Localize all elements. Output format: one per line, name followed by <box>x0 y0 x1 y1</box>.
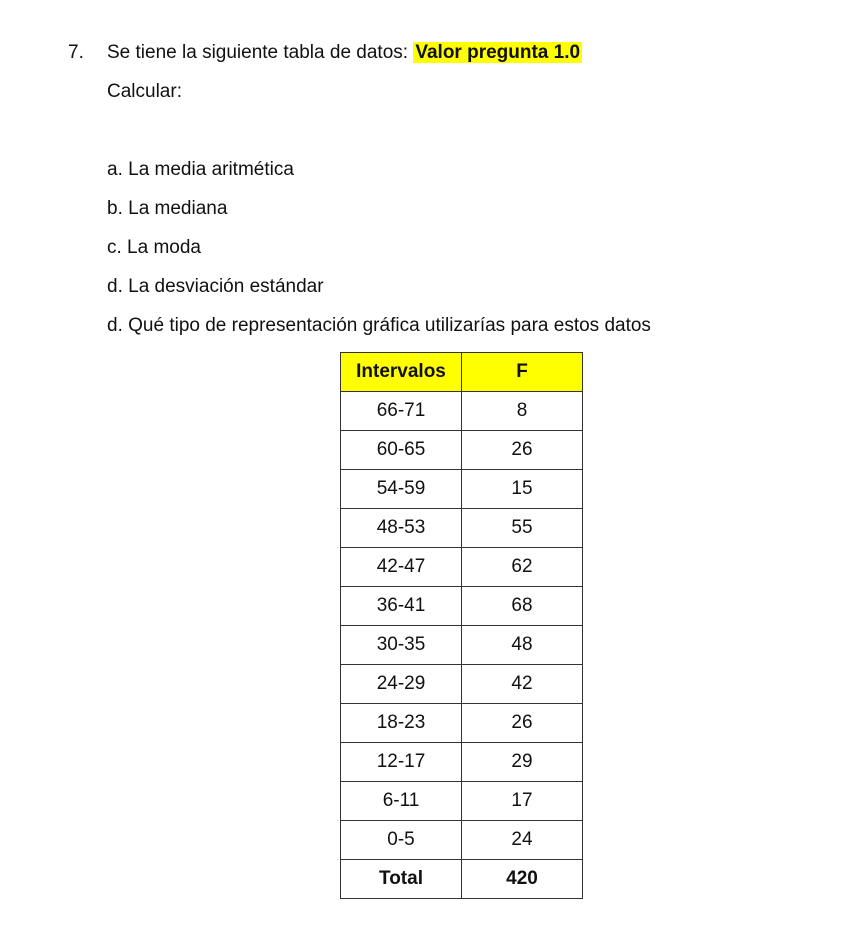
interval-cell: 30-35 <box>341 626 462 665</box>
table-row <box>341 392 583 431</box>
table-row <box>341 704 583 743</box>
table-row <box>341 548 583 587</box>
table-row <box>341 470 583 509</box>
frequency-cell: 8 <box>462 392 583 431</box>
frequency-cell: 26 <box>462 431 583 470</box>
interval-cell: 36-41 <box>341 587 462 626</box>
table-row <box>341 626 583 665</box>
table-row <box>341 431 583 470</box>
interval-cell: 60-65 <box>341 431 462 470</box>
interval-cell: 18-23 <box>341 704 462 743</box>
interval-cell: 6-11 <box>341 782 462 821</box>
item-mean: a. La media aritmética <box>107 159 294 180</box>
question-text <box>107 41 582 65</box>
interval-cell: 12-17 <box>341 743 462 782</box>
question-prompt: Se tiene la siguiente tabla de datos: <box>107 42 414 63</box>
frequency-table <box>340 352 583 899</box>
frequency-cell: 68 <box>462 587 583 626</box>
interval-cell: 54-59 <box>341 470 462 509</box>
interval-cell: 0-5 <box>341 821 462 860</box>
frequency-cell: 42 <box>462 665 583 704</box>
table-row <box>341 665 583 704</box>
table-row <box>341 509 583 548</box>
table-total-row <box>341 860 583 899</box>
table-body <box>341 392 583 899</box>
interval-cell: 48-53 <box>341 509 462 548</box>
frequency-cell: 29 <box>462 743 583 782</box>
item-mode: c. La moda <box>107 237 201 258</box>
header-intervals: Intervalos <box>341 353 462 392</box>
calc-label: Calcular: <box>107 81 182 102</box>
frequency-cell: 15 <box>462 470 583 509</box>
frequency-cell: 62 <box>462 548 583 587</box>
item-median: b. La mediana <box>107 198 228 219</box>
total-label: Total <box>341 860 462 899</box>
table-row <box>341 821 583 860</box>
question-value-highlight: Valor pregunta 1.0 <box>415 42 581 63</box>
header-frequency: F <box>462 353 583 392</box>
question-number: 7. <box>68 42 84 63</box>
table-row <box>341 587 583 626</box>
total-value: 420 <box>462 860 583 899</box>
frequency-cell: 55 <box>462 509 583 548</box>
interval-cell: 66-71 <box>341 392 462 431</box>
item-chart-type: d. Qué tipo de representación gráfica utilizarías para estos datos <box>107 315 651 336</box>
item-std-dev: d. La desviación estándar <box>107 276 324 297</box>
interval-cell: 24-29 <box>341 665 462 704</box>
frequency-cell: 48 <box>462 626 583 665</box>
table-header-row <box>341 353 583 392</box>
frequency-cell: 24 <box>462 821 583 860</box>
table-row <box>341 782 583 821</box>
frequency-cell: 26 <box>462 704 583 743</box>
interval-cell: 42-47 <box>341 548 462 587</box>
frequency-cell: 17 <box>462 782 583 821</box>
table-row <box>341 743 583 782</box>
